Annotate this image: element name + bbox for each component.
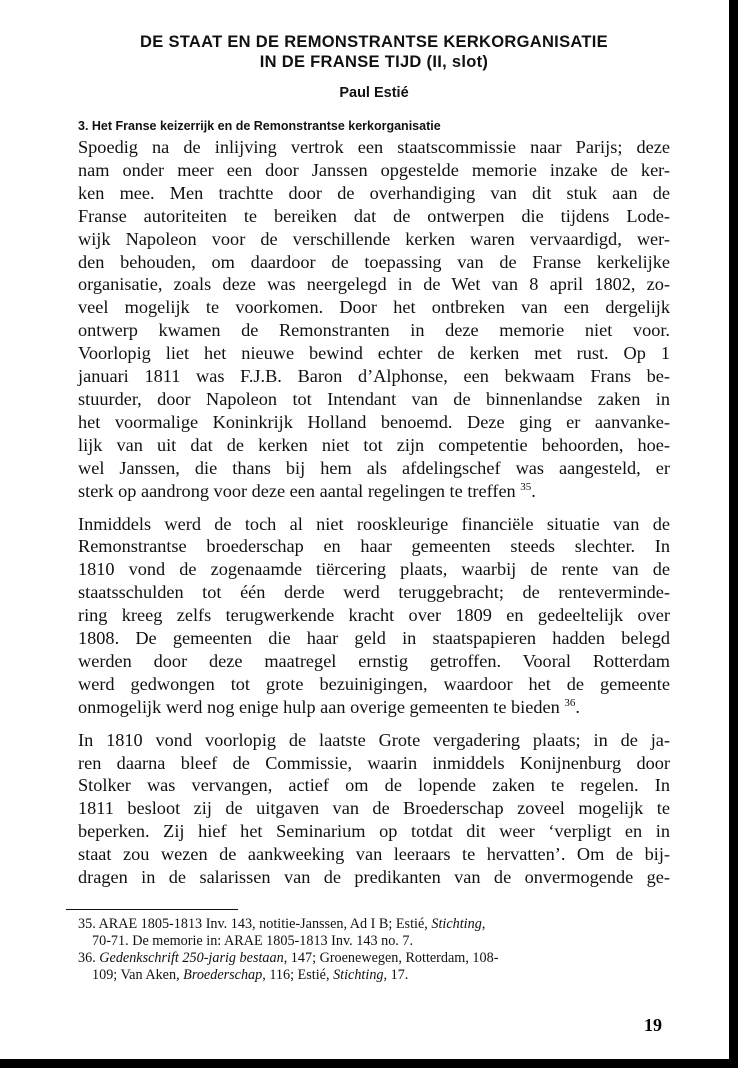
text-line: Remonstrantse broederschap en haar gemeenten steeds slechter. In [78,536,670,557]
footnote-35 [64,916,670,950]
paragraph-3 [78,729,670,889]
body-text [78,136,670,889]
footnote-continuation: 70-71. De memorie in: ARAE 1805-1813 Inv. 143 no. 7. [92,933,414,949]
text-line: dragen in de salarissen van de predikanten van de onvermogende ge- [78,867,670,888]
author-name: Paul Estié [339,85,409,101]
text-line: ring kreeg zelfs terugwerkende kracht over 1809 en gedeeltelijk over [78,605,670,626]
footnote-ref-36[interactable]: 36 [564,696,576,709]
text-line-with-note: onmogelijk werd nog enige hulp aan overige gemeenten te bieden $^{36}$. [78,696,580,717]
footnote-text: , 116; Estié, [262,967,334,983]
footnote-ref-35[interactable]: 35 [520,480,532,493]
text-line: ren daarna bleef de Commissie, waarin inmiddels Konijnenburg door [78,752,670,773]
text-line: organisatie, zoals deze was neergelegd in de Wet van 8 april 1802, zo- [78,274,670,295]
text-line: 1810 vond de zogenaamde tiërcering plaats, waarbij de rente van de [78,559,670,580]
text-line: stuurder, door Napoleon tot Intendant van de binnenlandse zaken in [78,388,670,409]
text-line: sterk op aandrong voor deze een aantal regelingen te treffen [78,480,516,501]
footnote-text: ARAE 1805-1813 Inv. 143, notitie-Janssen, Ad I B; Estié, [98,916,432,932]
text-line: In 1810 vond voorlopig de laatste Grote vergadering plaats; in de ja- [78,729,670,750]
title-line-2: IN DE FRANSE TIJD (II, slot) [259,53,489,71]
text-line: wijk Napoleon voor de verschillende kerken waren vervaardigd, wer- [78,228,670,249]
footnote-continuation [78,967,670,984]
footnote-36 [64,950,670,984]
text-line: onmogelijk werd nog enige hulp aan overige gemeenten te bieden [78,696,560,717]
text-line: Voorlopig liet het nieuwe bewind echter de kerken met rust. Op 1 [78,343,670,364]
text-line: 1811 besloot zij de uitgaven van de Broederschap zoveel mogelijk te [78,798,670,819]
text-line: ontwerp kwamen de Remonstranten in deze memorie niet voor. [78,320,670,341]
footnote-text: , 147; Groenewegen, Rotterdam, 108- [283,950,499,966]
text-line: staatsschulden tot één derde werd teruggebracht; de renteverminde- [78,582,670,603]
text-line: staat zou wezen de aankweeking van leeraars te hervatten’. Om de bij- [78,844,670,865]
text-line: Stolker was vervangen, actief om de lopende zaken te regelen. In [78,775,670,796]
section-heading: 3. Het Franse keizerrijk en de Remonstrantse kerkorganisatie [78,119,441,133]
text-line: 1808. De gemeenten die haar geld in staatspapieren hadden belegd [78,628,670,649]
title-line-1: DE STAAT EN DE REMONSTRANTSE KERKORGANISATIE [140,33,608,51]
text-line: beperken. Zij hief het Seminarium op totdat dit weer ‘verpligt en in [78,821,670,842]
text-line: den behouden, om daardoor de toepassing van de Franse kerkelijke [78,251,670,272]
text-line: het voormalige Koninkrijk Holland benoemd. Deze ging er aanvanke- [78,411,670,432]
article-title [78,32,670,72]
footnote-italic: Stichting [431,916,482,932]
text-line: werden door deze maatregel ernstig getroffen. Vooral Rotterdam [78,650,670,671]
footnote-number: 36. [78,950,96,966]
paragraph-1 [78,136,670,503]
footnote-text: , 17. [383,967,409,983]
text-line: Inmiddels werd de toch al niet rooskleurige financiële situatie van de [78,513,670,534]
footnote-text: , [481,916,486,932]
footnote-number: 35. [78,916,96,932]
text-line: nam onder meer een door Janssen opgestelde memorie inzake de ker- [78,159,670,180]
text-line: januari 1811 was F.J.B. Baron d’Alphonse, een bekwaam Frans be- [78,366,670,387]
text-line-with-note: sterk op aandrong voor deze een aantal regelingen te treffen $^{35}$. [78,480,536,501]
footnotes [78,916,670,984]
scan-border-bottom [0,1059,738,1068]
text-line: Spoedig na de inlijving vertrok een staatscommissie naar Parijs; deze [78,137,670,157]
text-line: ken mee. Men trachtte door de overhandiging van dit stuk aan de [78,182,670,203]
text-line: lijk van uit dat de kerken niet tot zijn competentie behoorden, hoe- [78,434,670,455]
text-line: Franse autoriteiten te bereiken dat de ontwerpen die tijdens Lode- [78,205,670,226]
footnote-italic: Broederschap [183,967,263,983]
page-number: 19 [644,1015,662,1035]
text-line: veel mogelijk te voorkomen. Door het ontbreken van een dergelijk [78,297,670,318]
footnote-text: 109; Van Aken, [92,967,184,983]
footnote-italic: Stichting [333,967,384,983]
paragraph-2 [78,513,670,719]
footnote-divider [66,909,238,910]
text-line: wel Janssen, die thans bij hem als afdelingschef was aangesteld, er [78,457,670,478]
footnote-italic: Gedenkschrift 250-jarig bestaan [99,950,284,966]
scan-border-right [729,0,738,1068]
article-content [78,32,670,984]
text-line: werd gedwongen tot grote bezuinigingen, waardoor het de gemeente [78,673,670,694]
